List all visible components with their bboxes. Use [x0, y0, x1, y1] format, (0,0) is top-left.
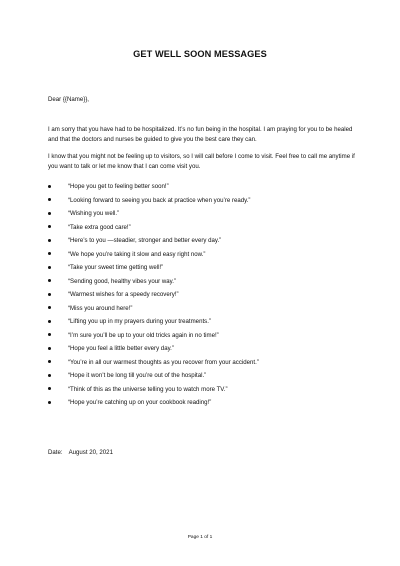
bullet-icon [48, 293, 51, 296]
list-item [48, 345, 259, 359]
bullet-icon [48, 225, 51, 228]
list-item [48, 197, 259, 211]
list-item [48, 210, 259, 224]
date-value: August 20, 2021 [68, 449, 113, 456]
list-item [48, 237, 259, 251]
bullet-icon [48, 347, 51, 350]
document-title: GET WELL SOON MESSAGES [133, 49, 267, 59]
list-item [48, 386, 259, 400]
message-text: “Think of this as the universe telling you to watch more TV.” [68, 385, 228, 393]
bullet-icon [48, 266, 51, 269]
message-text: “Miss you around here!” [68, 304, 133, 312]
message-text: “Take extra good care!” [68, 223, 131, 231]
list-item [48, 224, 259, 238]
list-item [48, 291, 259, 305]
list-item [48, 278, 259, 292]
messages-list [48, 183, 259, 413]
bullet-icon [48, 185, 51, 188]
bullet-icon [48, 320, 51, 323]
bullet-icon [48, 387, 51, 390]
message-text: “You’re in all our warmest thoughts as you recover from your accident.” [68, 358, 259, 366]
list-item [48, 318, 259, 332]
list-item [48, 372, 259, 386]
message-text: “Here’s to you —steadier, stronger and better every day.” [68, 237, 222, 244]
bullet-icon [48, 198, 51, 201]
list-item [48, 305, 259, 319]
message-text: “Hope it won’t be long till you’re out of the hospital.” [68, 372, 207, 379]
list-item [48, 359, 259, 373]
message-text: “Looking forward to seeing you back at practice when you’re ready.” [68, 196, 251, 204]
bullet-icon [48, 252, 51, 255]
message-text: “Hope you feel a little better every day.” [68, 345, 174, 352]
salutation: Dear {{Name}}, [48, 96, 89, 103]
bullet-icon [48, 279, 51, 282]
list-item [48, 264, 259, 278]
bullet-icon [48, 212, 51, 215]
bullet-icon [48, 374, 51, 377]
list-item [48, 399, 259, 413]
bullet-icon [48, 306, 51, 309]
message-text: “I’m sure you’ll be up to your old tricks again in no time!” [68, 331, 219, 339]
list-item [48, 183, 259, 197]
message-text: “Sending good, healthy vibes your way.” [68, 277, 176, 285]
page-number: Page 1 of 1 [187, 535, 213, 540]
date-line [48, 449, 113, 456]
message-text: “Hope you get to feeling better soon!” [68, 183, 169, 190]
bullet-icon [48, 333, 51, 336]
list-item [48, 251, 259, 265]
bullet-icon [48, 239, 51, 242]
message-text: “Take your sweet time getting well!” [68, 264, 164, 271]
message-text: “Hope you’re catching up on your cookbook reading!” [68, 399, 212, 406]
paragraph-2: I know that you might not be feeling up to visitors, so I will call before I come to visit. Feel free to call me anytime if you want to talk or let me know that I can come visit you. [48, 153, 355, 170]
message-text: “Warmest wishes for a speedy recovery!” [68, 291, 179, 298]
paragraph-1: I am sorry that you have had to be hospitalized. It’s no fun being in the hospital. I am praying for you to be healed and that the doctors and nurses be guided to give you the best care they can. [48, 126, 353, 143]
bullet-icon [48, 401, 51, 404]
message-text: “Wishing you well.” [68, 210, 120, 217]
message-text: “Lifting you up in my prayers during your treatments.” [68, 318, 211, 325]
date-label: Date: [48, 449, 63, 456]
list-item [48, 332, 259, 346]
bullet-icon [48, 360, 51, 363]
message-text: “We hope you’re taking it slow and easy right now.” [68, 250, 206, 258]
